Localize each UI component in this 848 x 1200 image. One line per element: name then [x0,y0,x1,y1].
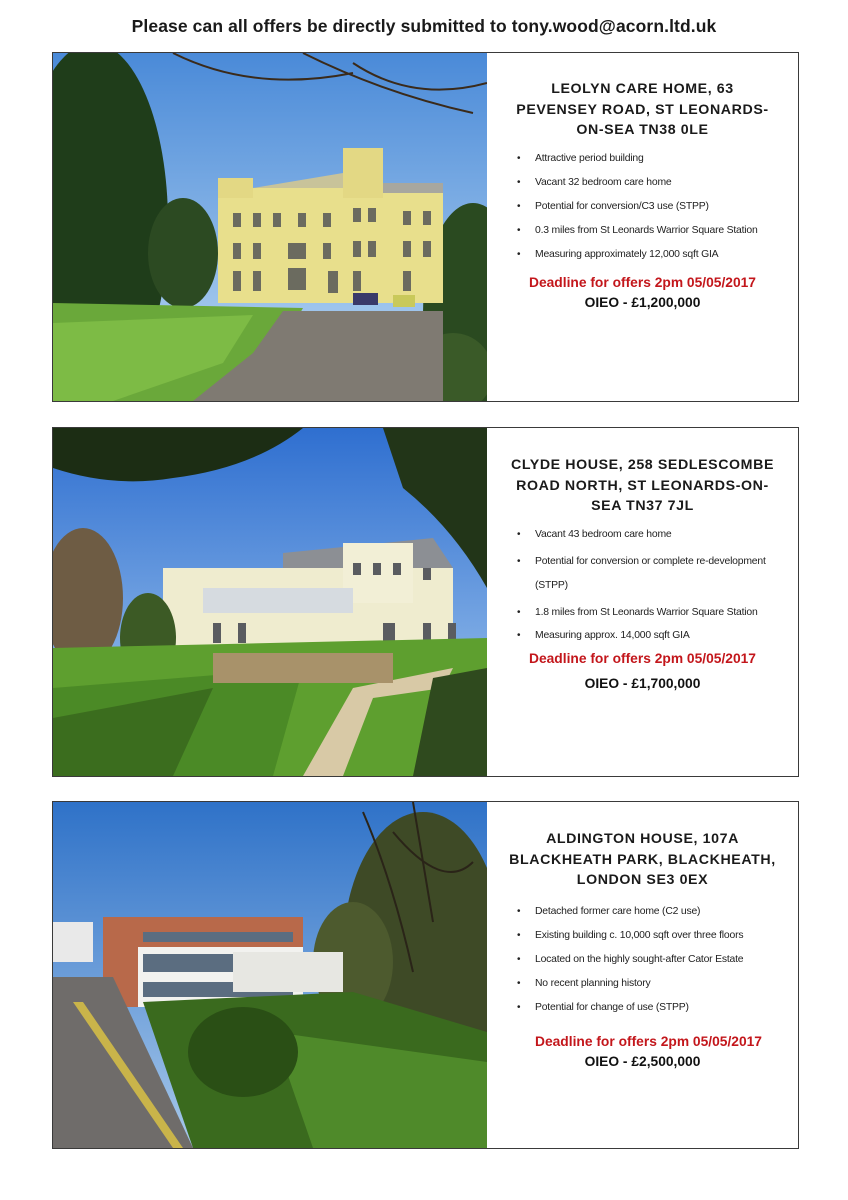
asking-price: OIEO - £2,500,000 [584,1053,701,1069]
offers-submission-notice: Please can all offers be directly submitted to tony.wood@acorn.ltd.uk [131,16,717,36]
feature-item: • Potential for change of use (STPP) [517,1002,798,1013]
property-photo-leolyn [53,53,487,401]
feature-item: • Measuring approximately 12,000 sqft GIA [517,249,798,260]
offer-deadline: Deadline for offers 2pm 05/05/2017 [535,1033,762,1049]
feature-list [487,153,798,260]
feature-item: • 1.8 miles from St Leonards Warrior Square Station [517,607,798,618]
listing-title: ALDINGTON HOUSE, 107A BLACKHEATH PARK, BLACKHEATH, LONDON SE3 0EX [509,831,776,888]
feature-item: • Attractive period building [517,153,798,164]
listing-title: CLYDE HOUSE, 258 SEDLESCOMBE ROAD NORTH, ST LEONARDS-ON-SEA TN37 7JL [510,457,775,514]
feature-item: • Detached former care home (C2 use) [517,906,798,917]
feature-list [487,906,798,1013]
listing-title: LEOLYN CARE HOME, 63 PEVENSEY ROAD, ST LEONARDS-ON-SEA TN38 0LE [516,81,769,138]
feature-item: • Vacant 32 bedroom care home [517,177,798,188]
feature-item: • No recent planning history [517,978,798,989]
listing-card-clyde [52,427,799,777]
property-photo-aldington [53,802,487,1148]
feature-item: • Existing building c. 10,000 sqft over three floors [517,930,798,941]
asking-price: OIEO - £1,200,000 [584,294,701,310]
feature-list [487,529,798,641]
offer-deadline: Deadline for offers 2pm 05/05/2017 [529,650,756,666]
offer-deadline: Deadline for offers 2pm 05/05/2017 [529,274,756,290]
feature-item: • 0.3 miles from St Leonards Warrior Square Station [517,225,798,236]
listing-card-aldington [52,801,799,1149]
asking-price: OIEO - £1,700,000 [584,675,701,691]
feature-item: • Vacant 43 bedroom care home [517,529,798,540]
feature-item: • Located on the highly sought-after Cator Estate [517,954,798,965]
feature-item: • Potential for conversion/C3 use (STPP) [517,201,798,212]
feature-item: • Potential for conversion or complete re-development (STPP) [517,550,798,598]
property-photo-clyde [53,428,487,776]
feature-item: • Measuring approx. 14,000 sqft GIA [517,630,798,641]
listing-card-leolyn [52,52,799,402]
